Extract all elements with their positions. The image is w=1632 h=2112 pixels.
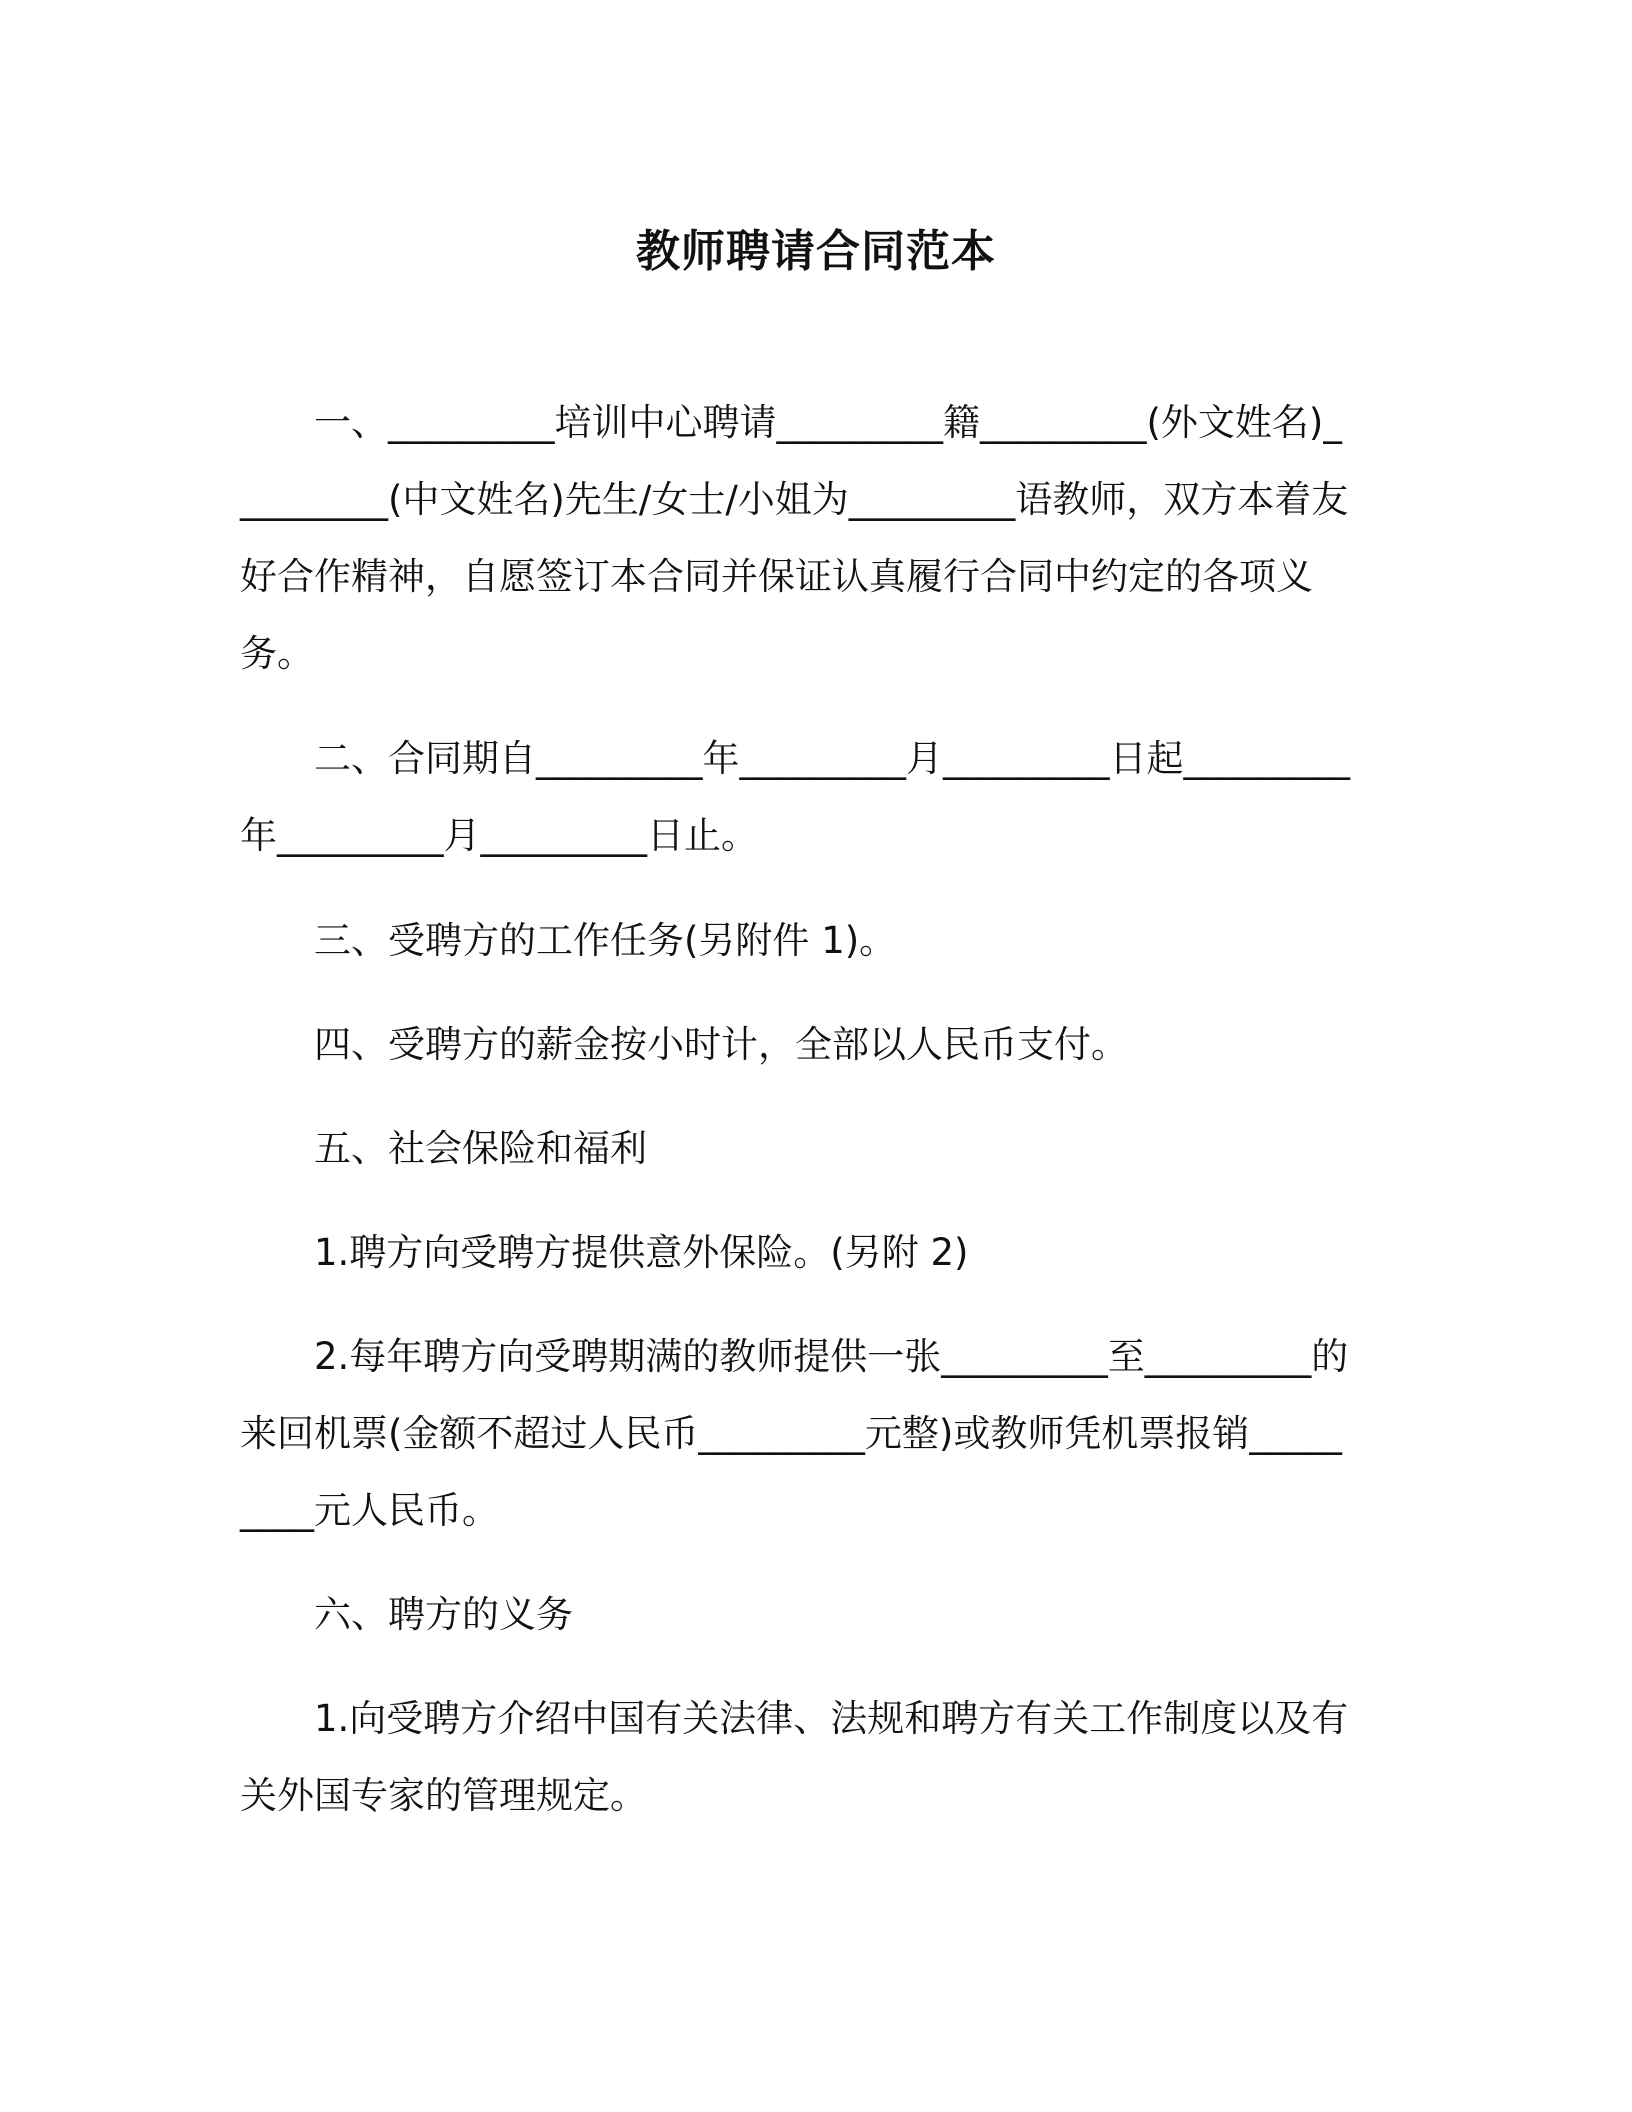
document-title: 教师聘请合同范本 xyxy=(636,226,996,277)
clause-5-item-1: 1.聘方向受聘方提供意外保险。(另附 2) xyxy=(314,1231,969,1274)
clause-6-item-1: 1.向受聘方介绍中国有关法律、法规和聘方有关工作制度以及有关外国专家的管理规定。 xyxy=(240,1697,1349,1817)
clause-4-salary: 四、受聘方的薪金按小时计，全部以人民币支付。 xyxy=(314,1023,1128,1066)
clause-6-employer-obligations: 六、聘方的义务 xyxy=(314,1593,573,1636)
clause-2-contract-period: 二、合同期自_________年_________月_________日起_________年_________月_________日止。 xyxy=(240,737,1350,857)
clause-5-insurance-welfare: 五、社会保险和福利 xyxy=(314,1127,647,1170)
clause-1-appointment: 一、_________培训中心聘请_________籍_________(外文姓名)_________(中文姓名)先生/女士/小姐为_________语教师，双方本着友好合作精神，自愿签订本合同并保证认真履行合同中约定的各项义务。 xyxy=(240,401,1349,675)
clause-5-item-2: 2.每年聘方向受聘期满的教师提供一张_________至_________的来回机票(金额不超过人民币_________元整)或教师凭机票报销_________元人民币。 xyxy=(240,1335,1349,1532)
clause-3-work-tasks: 三、受聘方的工作任务(另附件 1)。 xyxy=(314,919,897,962)
